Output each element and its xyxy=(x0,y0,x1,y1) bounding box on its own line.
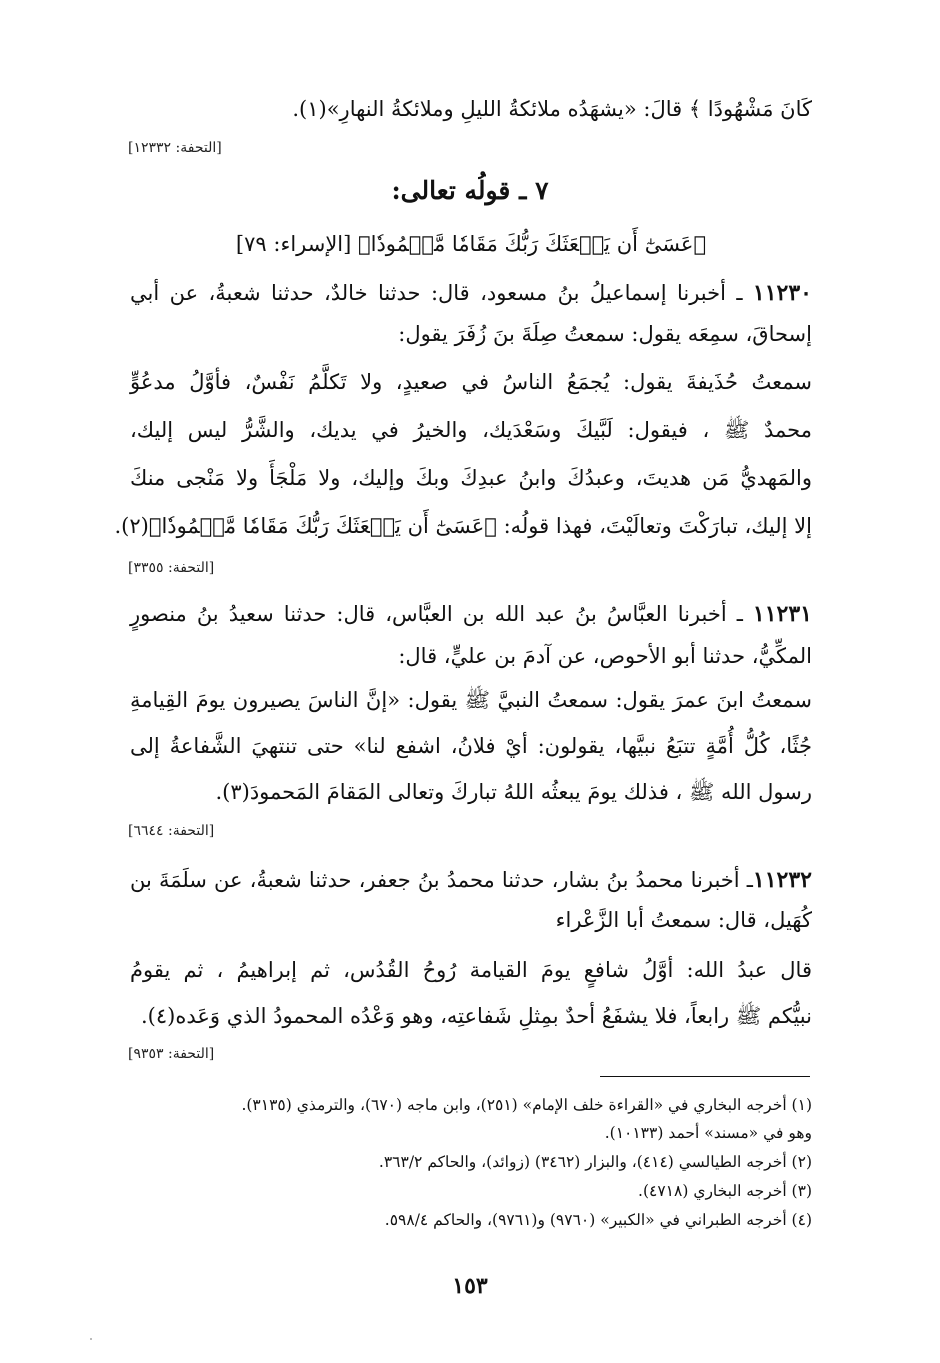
hadith-number: ١١٢٣١ xyxy=(752,601,812,627)
footnote-3: (٣) أخرجه البخاري (٤٧١٨). xyxy=(638,1182,812,1200)
hadith-11232-line-1: ١١٢٣٢ـ أخبرنا محمدُ بنُ بشار، حدثنا محمدُ بنُ جعفر، حدثنا شعبةُ، عن سلَمَةَ بن xyxy=(130,867,812,893)
hadith-11231-line-5: رسول الله ﷺ ، فذلك يومَ يبعثُه اللهُ تباركَ وتعالى المَقامَ المَحمودَ(٣). xyxy=(215,780,812,804)
section-heading: ٧ ـ قولُه تعالى: xyxy=(391,176,549,205)
hadith-11230-line-3: سمعتُ حُذَيفةَ يقول: يُجمَعُ الناسُ في صعيدٍ، ولا تَكلَّمُ نَفْسٌ، فأوَّلُ مدعُوٍّ xyxy=(130,370,812,394)
footnote-separator xyxy=(600,1076,810,1077)
hadith-number: ١١٢٣٢ xyxy=(752,867,812,893)
scan-speck xyxy=(90,1338,92,1340)
footnote-1-continued: وهو في «مسند» أحمد (١٠١٣٣). xyxy=(604,1124,812,1142)
hadith-11231-line-1: ١١٢٣١ ـ أخبرنا العبَّاسُ بنُ عبد الله بن العبَّاس، قال: حدثنا سعيدُ بنُ منصورٍ xyxy=(130,601,812,627)
footnote-4: (٤) أخرجه الطبراني في «الكبير» (٩٧٦٠) و(٩٧٦١)، والحاكم ٥٩٨/٤. xyxy=(384,1211,812,1229)
hadith-number: ١١٢٣٠ xyxy=(752,280,812,306)
hadith-11231-line-3: سمعتُ ابنَ عمرَ يقول: سمعتُ النبيَّ ﷺ يقول: «إنَّ الناسَ يصيرون يومَ القِيامةِ xyxy=(130,688,812,712)
hadith-11230-line-2: إسحاقَ، سمِعَه يقول: سمعتُ صِلَةَ بنَ زُفَرَ يقول: xyxy=(398,322,812,346)
hadith-11231-line-2: المكِّيُّ، حدثنا أبو الأحوص، عن آدمَ بن عليٍّ، قال: xyxy=(398,644,812,668)
footnote-1: (١) أخرجه البخاري في «القراءة خلف الإمام» (٢٥١)، وابن ماجه (٦٧٠)، والترمذي (٣١٣٥). xyxy=(241,1096,812,1114)
page-number: ١٥٣ xyxy=(452,1273,488,1299)
hadith-11232-line-3: قال عبدُ الله: أوَّلُ شافعٍ يومَ القيامة رُوحُ القُدُس، ثم إبراهيمُ ، ثم يقومُ xyxy=(130,958,812,982)
continuation-line: كَانَ مَشْهُودًا ﴾ قالَ: «يشهَدُه ملائكةُ الليلِ وملائكةُ النهارِ»(١). xyxy=(292,97,812,121)
hadith-11231-line-4: جُثًا، كُلُّ أُمَّةٍ تتبَعُ نبيَّها، يقولون: أيْ فلانُ، اشفع لنا» حتى تنتهيَ الشَّفاعةُ إلى xyxy=(130,734,812,758)
hadith-11230-line-6: إلا إليك، تبارَكْتَ وتعالَيْتَ، فهذا قولُه: ﴿عَسَىٰٓ أَن يَبۡعَثَكَ رَبُّكَ مَقَامٗا مَّحۡمُودٗا﴾(٢). xyxy=(114,514,812,538)
footnote-2: (٢) أخرجه الطيالسي (٤١٤)، والبزار (٣٤٦٢) (زوائد)، والحاكم ٣٦٣/٢. xyxy=(378,1153,812,1171)
quran-verse-heading: ﴿عَسَىٰٓ أَن يَبۡعَثَكَ رَبُّكَ مَقَامٗا مَّحۡمُودٗا﴾ [الإسراء: ٧٩] xyxy=(235,232,707,256)
hadith-11230-line-4: محمدٌ ﷺ ، فيقول: لَبَّيكَ وسَعْدَيك، والخيرُ في يديك، والشَّرُّ ليس إليك، xyxy=(130,418,812,442)
tuhfa-reference: [التحفة: ٦٦٤٤] xyxy=(128,823,215,839)
hadith-11232-line-2: كُهَيل، قال: سمعتُ أبا الزَّعْراء xyxy=(555,908,812,932)
hadith-11232-line-4: نبيُّكم ﷺ رابعاً، فلا يشفَعُ أحدٌ بمِثلِ شَفاعتِه، وهو وَعْدُه المحمودُ الذي وَعَده(٤). xyxy=(141,1004,812,1028)
tuhfa-reference: [التحفة: ٣٣٥٥] xyxy=(128,560,215,576)
hadith-11230-line-5: والمَهديُّ مَن هديتَ، وعبدُكَ وابنُ عبدِكَ وبكَ وإليك، ولا مَلْجَأَ ولا مَنْجى منكَ xyxy=(130,466,812,490)
tuhfa-reference: [التحفة: ١٢٣٣٢] xyxy=(128,140,222,156)
hadith-11230-line-1: ١١٢٣٠ ـ أخبرنا إسماعيلُ بنُ مسعود، قال: حدثنا خالدٌ، حدثنا شعبةُ، عن أبي xyxy=(130,280,812,306)
tuhfa-reference: [التحفة: ٩٣٥٣] xyxy=(128,1046,215,1062)
